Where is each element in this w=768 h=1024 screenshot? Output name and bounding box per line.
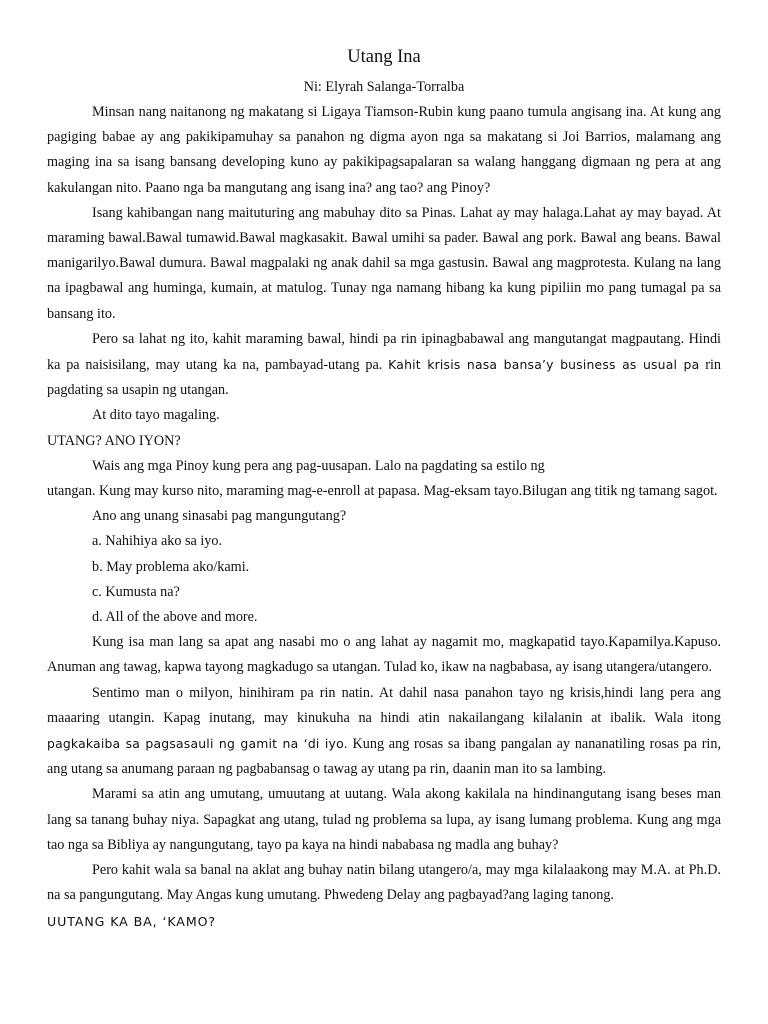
document-page — [47, 40, 721, 934]
section-heading-utang: UTANG? ANO IYON? — [47, 432, 181, 449]
section-heading-uutang: UUTANG KA BA, ‘KAMO? — [47, 913, 216, 929]
paragraph-5-first-line: Wais ang mga Pinoy kung pera ang pag-uusapan. Lalo na pagdating sa estilo ng — [92, 457, 545, 474]
exam-option-c: c. Kumusta na? — [92, 583, 180, 600]
exam-option-a: a. Nahihiya ako sa iyo. — [92, 533, 223, 550]
paragraph-5: utangan. Kung may kurso nito, maraming mag-e-enroll at papasa. Mag-eksam tayo.Bilugan ang titik ng tamang sagot. — [47, 483, 718, 500]
exam-option-b: b. May problema ako/kami. — [92, 558, 250, 575]
document-byline: Ni: Elyrah Salanga-Torralba — [303, 79, 465, 95]
paragraph-3 — [47, 327, 721, 404]
paragraph-7-end-text: Kung ang rosas sa ibang pangalan ay nananatiling rosas pa rin, ang utang sa anumang paraan ng pagbabansag o tawag ay utang pa rin, daanin man ito sa lambing. — [47, 736, 722, 778]
paragraph-1: Minsan nang naitanong ng makatang si Ligaya Tiamson-Rubin kung paano tumula angisang ina. At kung ang pagiging babae ay ang pakikipamuhay sa panahon ng digma ayon nga sa makatang si Joi Barrios, malamang ang maging ina sa isang bansang developing kuno ay pakikipagsapalaran sa walang hanggang digmaan ng pera at ang kakulangan nito. Paano nga ba mangutang ang isang ina? ang tao? ang Pinoy? — [47, 104, 721, 196]
paragraph-7 — [47, 681, 721, 783]
document-title: Utang Ina — [347, 47, 421, 67]
exam-question: Ano ang unang sinasabi pag mangungutang? — [92, 508, 347, 525]
paragraph-9: Pero kahit wala sa banal na aklat ang buhay natin bilang utangero/a, may mga kilalaakong may M.A. at Ph.D. na sa pangungutang. May Angas kung umutang. Phwedeng Delay ang pagbayad?ang laging tanong. — [47, 862, 721, 904]
paragraph-8: Marami sa atin ang umutang, umuutang at uutang. Wala akong kakilala na hindinangutang isang beses man lang sa tanang buhay niya. Sapagkat ang utang, tulad ng problema sa lupa, ay isang lumang problema. Kung ang mga tao nga sa Bibliya ay nangungutang, tayo pa kaya na hindi nababasa ng madla ang buhay? — [47, 786, 721, 853]
paragraph-4: At dito tayo magaling. — [92, 407, 220, 424]
paragraph-7-sans-text: pagkakaiba sa pagsasauli ng gamit na ‘di iyo. — [47, 736, 348, 752]
paragraph-3-sans-text: Kahit krisis nasa bansa’y business as usual pa — [388, 357, 700, 373]
paragraph-2: Isang kahibangan nang maituturing ang mabuhay dito sa Pinas. Lahat ay may halaga.Lahat ay may bayad. At maraming bawal.Bawal tumawid.Bawal magkasakit. Bawal umihi sa pader. Bawal ang pork. Bawal ang beans. Bawal manigarilyo.Bawal dumura. Bawal magpalaki ng anak dahil sa mga gastusin. Bawal ang magprotesta. Kulang na lang na ipagbawal ang huminga, kumain, at matulog. Tunay nga namang hibang ka kung pipiliin mo pang tumagal pa sa bansang ito. — [47, 204, 721, 322]
paragraph-6: Kung isa man lang sa apat ang nasabi mo o ang lahat ay nagamit mo, magkapatid tayo.Kapamilya.Kapuso. Anuman ang tawag, kapwa tayong magkadugo sa utangan. Tulad ko, ikaw na nagbabasa, ay isang utangera/utangero. — [47, 634, 721, 676]
paragraph-3-text: Pero sa lahat ng ito, kahit maraming bawal, hindi pa rin ipinagbabawal ang mangutangat magpautang. Hindi ka pa naisisilang, may utang ka na, pambayad-utang pa. — [47, 330, 721, 374]
exam-option-d: d. All of the above and more. — [92, 609, 258, 626]
paragraph-7-text: Sentimo man o milyon, hinihiram pa rin natin. At dahil nasa panahon tayo ng krisis,hindi lang pera ang maaaring utangin. Kapag inutang, may kinukuha na hindi atin nakailangang kilalanin at ibalik. Wala itong — [47, 684, 721, 726]
paragraph-3-end-text: rin pagdating sa usapin ng utangan. — [47, 357, 722, 399]
